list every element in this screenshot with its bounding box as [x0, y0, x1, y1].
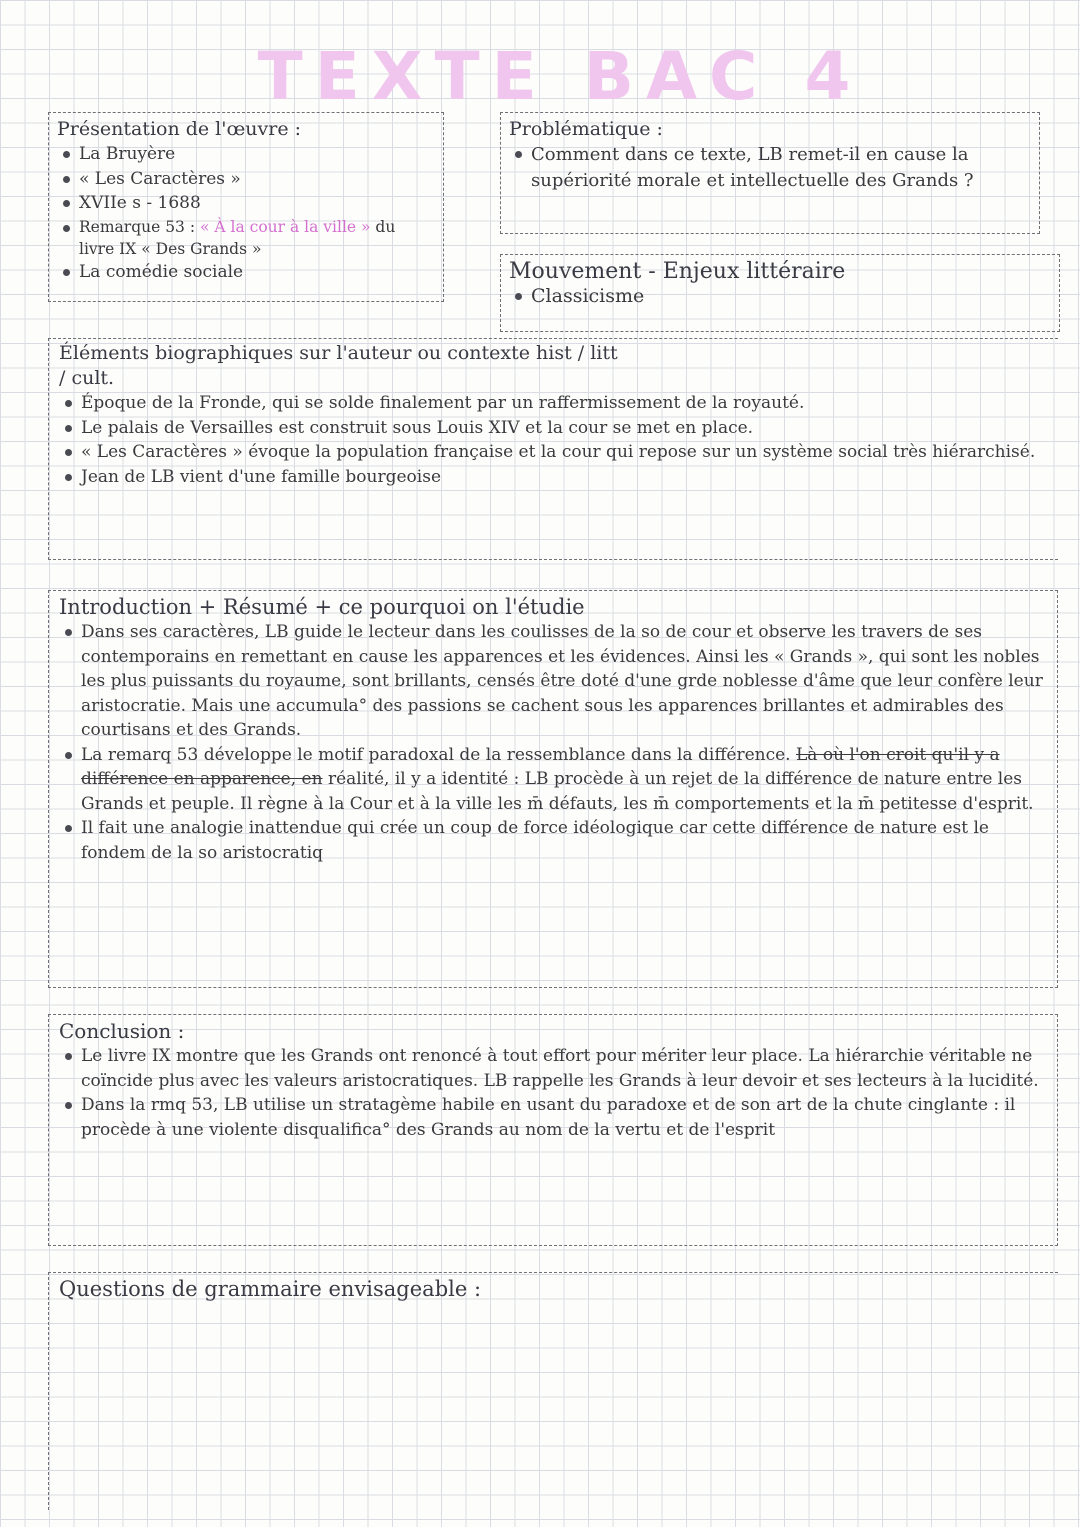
problematique-heading: Problématique :	[509, 118, 663, 140]
elements-list	[59, 391, 1048, 489]
mouvement-item: Classicisme	[509, 284, 1051, 309]
presentation-list	[57, 142, 435, 284]
elements-item: « Les Caractères » évoque la population française et la cour qui repose sur un système social très hiérarchisé.	[59, 440, 1048, 465]
introduction-text: La remarq 53 développe le motif paradoxal de la ressemblance dans la différence.	[81, 744, 791, 765]
presentation-item: « Les Caractères »	[57, 167, 435, 192]
presentation-item-remarque	[57, 216, 435, 260]
introduction-paragraph: Il fait une analogie inattendue qui crée un coup de force idéologique car cette différence de nature est le fondem de la so aristocratiq	[59, 816, 1047, 865]
presentation-item: XVIIe s - 1688	[57, 191, 435, 216]
elements-item: Le palais de Versailles est construit sous Louis XIV et la cour se met en place.	[59, 416, 1048, 441]
presentation-box	[48, 112, 444, 302]
presentation-item: La Bruyère	[57, 142, 435, 167]
elements-box	[48, 338, 1058, 560]
problematique-item: Comment dans ce texte, LB remet-il en cause la supériorité morale et intellectuelle des Grands ?	[509, 142, 1031, 194]
presentation-item-text: Remarque 53 : « À la cour à la ville » du livre IX « Des Grands »	[79, 217, 396, 258]
elements-item: Jean de LB vient d'une famille bourgeoise	[59, 465, 1048, 490]
presentation-heading: Présentation de l'œuvre :	[57, 118, 302, 140]
mouvement-heading: Mouvement - Enjeux littéraire	[509, 259, 846, 284]
mouvement-box	[500, 254, 1060, 332]
highlighted-text: « À la cour à la ville »	[200, 217, 371, 236]
elements-heading: Éléments biographiques sur l'auteur ou contexte hist / litt / cult.	[59, 342, 618, 389]
conclusion-paragraph: Le livre IX montre que les Grands ont renoncé à tout effort pour mériter leur place. La hiérarchie véritable ne coïncide plus avec les valeurs aristocratiques. LB rappelle les Grands à leur devoir et ses lecteurs à la lucidité.	[59, 1044, 1047, 1093]
introduction-box	[48, 590, 1058, 988]
problematique-box	[500, 112, 1040, 234]
introduction-struck-text: Là où l'on croit qu'il y a différence en apparence, en	[81, 744, 1000, 789]
mouvement-list	[509, 284, 1051, 309]
introduction-paragraph: Dans ses caractères, LB guide le lecteur dans les coulisses de la so de cour et observe les travers de ses contemporains en remettant en cause les apparences et les évidences. Ainsi les « Grands », qui sont les nobles les plus puissants du royaume, sont brillants, censés être doté d'une grde noblesse d'âme que leur confère leur aristocratie. Mais une accumula° des passions se cachent sous les apparences brillantes et admirables des courtisans et des Grands.	[59, 620, 1047, 743]
elements-item: Époque de la Fronde, qui se solde finalement par un raffermissement de la royauté.	[59, 391, 1048, 416]
introduction-list	[59, 620, 1047, 865]
problematique-list	[509, 142, 1031, 194]
page-title: TEXTE BAC 4	[257, 38, 863, 115]
questions-box	[48, 1272, 1058, 1510]
conclusion-paragraph: Dans la rmq 53, LB utilise un stratagème habile en usant du paradoxe et de son art de la chute cinglante : il procède à une violente disqualifica° des Grands au nom de la vertu et de l'esprit	[59, 1093, 1047, 1142]
introduction-heading: Introduction + Résumé + ce pourquoi on l'étudie	[59, 595, 585, 619]
conclusion-heading: Conclusion :	[59, 1019, 185, 1043]
conclusion-list	[59, 1044, 1047, 1142]
presentation-item: La comédie sociale	[57, 260, 435, 285]
introduction-paragraph	[59, 743, 1047, 817]
questions-heading: Questions de grammaire envisageable :	[59, 1277, 482, 1301]
introduction-text: réalité, il y a identité : LB procède à un rejet de la différence de nature entre les Grands et peuple. Il règne à la Cour et à la ville les m̄ défauts, les m̄ comportements et la m̄ petitesse d'esprit.	[81, 769, 1034, 814]
conclusion-box	[48, 1014, 1058, 1246]
